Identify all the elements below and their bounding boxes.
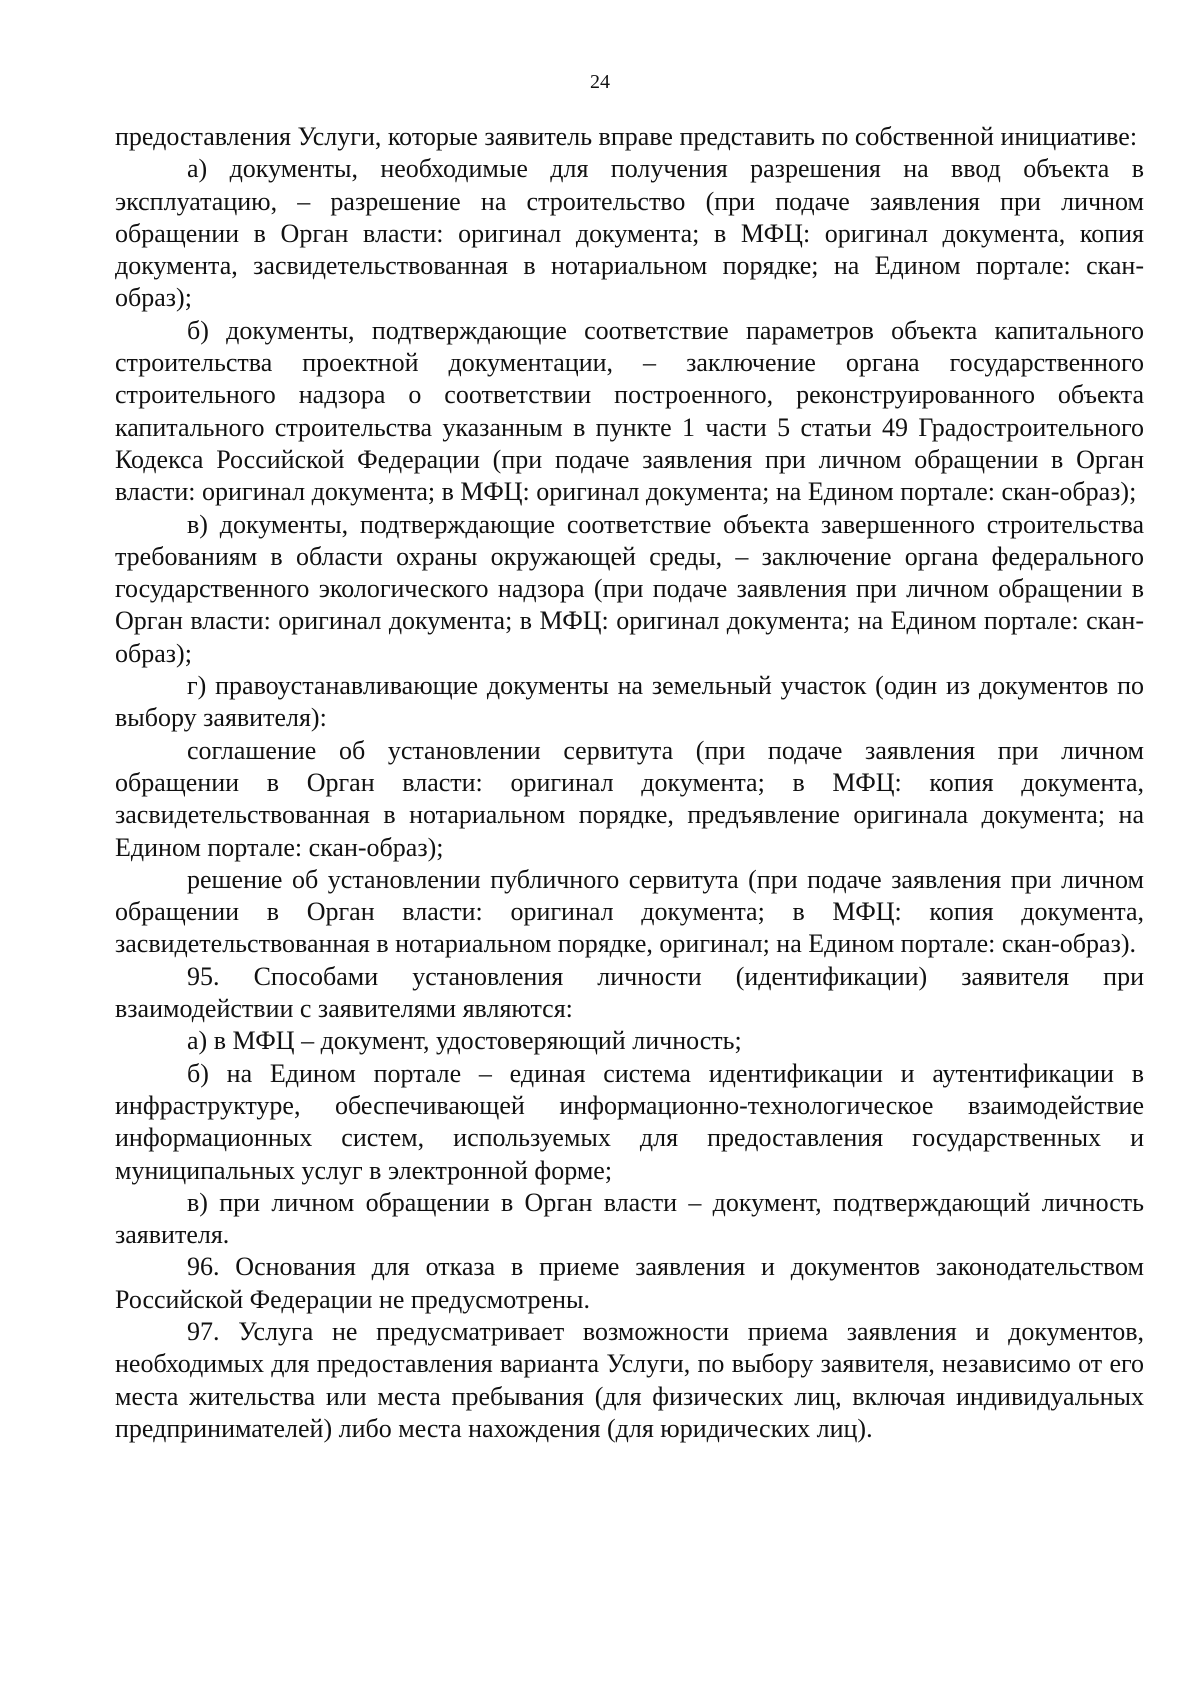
paragraph-continuation: предоставления Услуги, которые заявитель вправе представить по собственной инициативе:	[115, 122, 1138, 151]
paragraph-public-servitude: решение об установлении публичного сервитута (при подаче заявления при личном обращении в Орган власти: оригинал документа; в МФЦ: копия документа, засвидетельствованная в нотариальном порядке, оригинал; на Едином портале: скан-образ).	[115, 864, 1144, 959]
paragraph-servitude-agreement: соглашение об установлении сервитута (при подаче заявления при личном обращении в Орган власти: оригинал документа; в МФЦ: копия документа, засвидетельствованная в нотариальном порядке, предъявление оригинала документа; на Едином портале: скан-образ);	[115, 735, 1144, 862]
paragraph-item-a-permit: а) документы, необходимые для получения разрешения на ввод объекта в эксплуатацию, – разрешение на строительство (при подаче заявления при личном обращении в Орган власти: оригинал документа; в МФЦ: оригинал документа, копия документа, засвидетельствованная в нотариальном порядке; на Едином портале: скан-образ);	[115, 154, 1144, 313]
paragraph-95: 95. Способами установления личности (идентификации) заявителя при взаимодействии с заявителями являются:	[115, 961, 1144, 1024]
paragraph-96: 96. Основания для отказа в приеме заявления и документов законодательством Российской Федерации не предусмотрены.	[115, 1252, 1144, 1314]
paragraph-item-b-conformity: б) документы, подтверждающие соответствие параметров объекта капитального строительства проектной документации, – заключение органа государственного строительного надзора о соответствии построенного, реконструированного объекта капитального строительства указанным в пункте 1 части 5 статьи 49 Градостроительного Кодекса Российской Федерации (при подаче заявления при личном обращении в Орган власти: оригинал документа; в МФЦ: оригинал документа; на Едином портале: скан-образ);	[115, 315, 1144, 507]
paragraph-item-v-environment: в) документы, подтверждающие соответствие объекта завершенного строительства требованиям в области охраны окружающей среды, – заключение органа федерального государственного экологического надзора (при подаче заявления при личном обращении в Орган власти: оригинал документа; в МФЦ: оригинал документа; на Едином портале: скан-образ);	[115, 509, 1144, 668]
paragraph-95-v: в) при личном обращении в Орган власти – документ, подтверждающий личность заявителя.	[115, 1187, 1144, 1250]
paragraph-item-g-land-rights: г) правоустанавливающие документы на земельный участок (один из документов по выбору заявителя):	[115, 671, 1144, 733]
paragraph-95-a: а) в МФЦ – документ, удостоверяющий личность;	[187, 1026, 742, 1056]
page-number: 24	[590, 71, 610, 93]
document-body	[115, 121, 1144, 1445]
paragraph-95-b: б) на Едином портале – единая система идентификации и аутентификации в инфраструктуре, обеспечивающей информационно-технологическое взаимодействие информационных систем, используемых для предоставления государственных и муниципальных услуг в электронной форме;	[115, 1058, 1144, 1185]
paragraph-97: 97. Услуга не предусматривает возможности приема заявления и документов, необходимых для предоставления варианта Услуги, по выбору заявителя, независимо от его места жительства или места пребывания (для физических лиц, включая индивидуальных предпринимателей) либо места нахождения (для юридических лиц).	[115, 1316, 1144, 1443]
